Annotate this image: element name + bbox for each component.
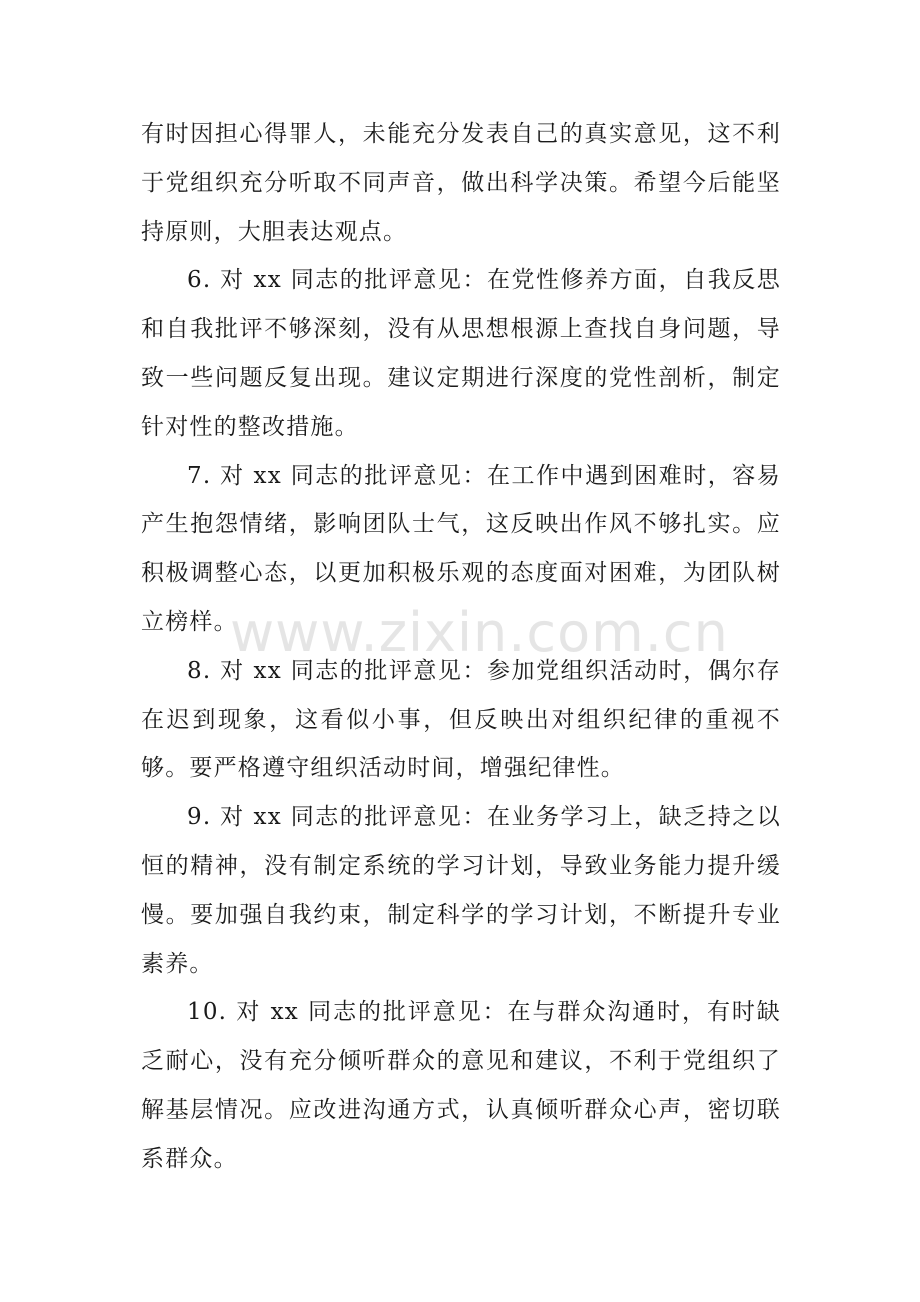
paragraph-item-9: 9. 对 xx 同志的批评意见：在业务学习上，缺乏持之以恒的精神，没有制定系统的学习计划，导致业务能力提升缓慢。要加强自我约束，制定科学的学习计划，不断提升专业素养。 (141, 804, 781, 977)
paragraph-item-6: 6. 对 xx 同志的批评意见：在党性修养方面，自我反思和自我批评不够深刻，没有从思想根源上查找自身问题，导致一些问题反复出现。建议定期进行深度的党性剖析，制定针对性的整改措施。 (141, 267, 781, 440)
paragraph-item-10: 10. 对 xx 同志的批评意见：在与群众沟通时，有时缺乏耐心，没有充分倾听群众的意见和建议，不利于党组织了解基层情况。应改进沟通方式，认真倾听群众心声，密切联系群众。 (141, 999, 781, 1172)
paragraph-item-7: 7. 对 xx 同志的批评意见：在工作中遇到困难时，容易产生抱怨情绪，影响团队士气，这反映出作风不够扎实。应积极调整心态，以更加积极乐观的态度面对困难，为团队树立榜样。 (141, 462, 781, 635)
document-body (141, 110, 781, 1184)
paragraph-continuation: 有时因担心得罪人，未能充分发表自己的真实意见，这不利于党组织充分听取不同声音，做出科学决策。希望今后能坚持原则，大胆表达观点。 (141, 121, 781, 245)
watermark: www.zixin.com.cn (230, 601, 729, 664)
paragraph-item-8: 8. 对 xx 同志的批评意见：参加党组织活动时，偶尔存在迟到现象，这看似小事，但反映出对组织纪律的重视不够。要严格遵守组织活动时间，增强纪律性。 (141, 657, 781, 782)
